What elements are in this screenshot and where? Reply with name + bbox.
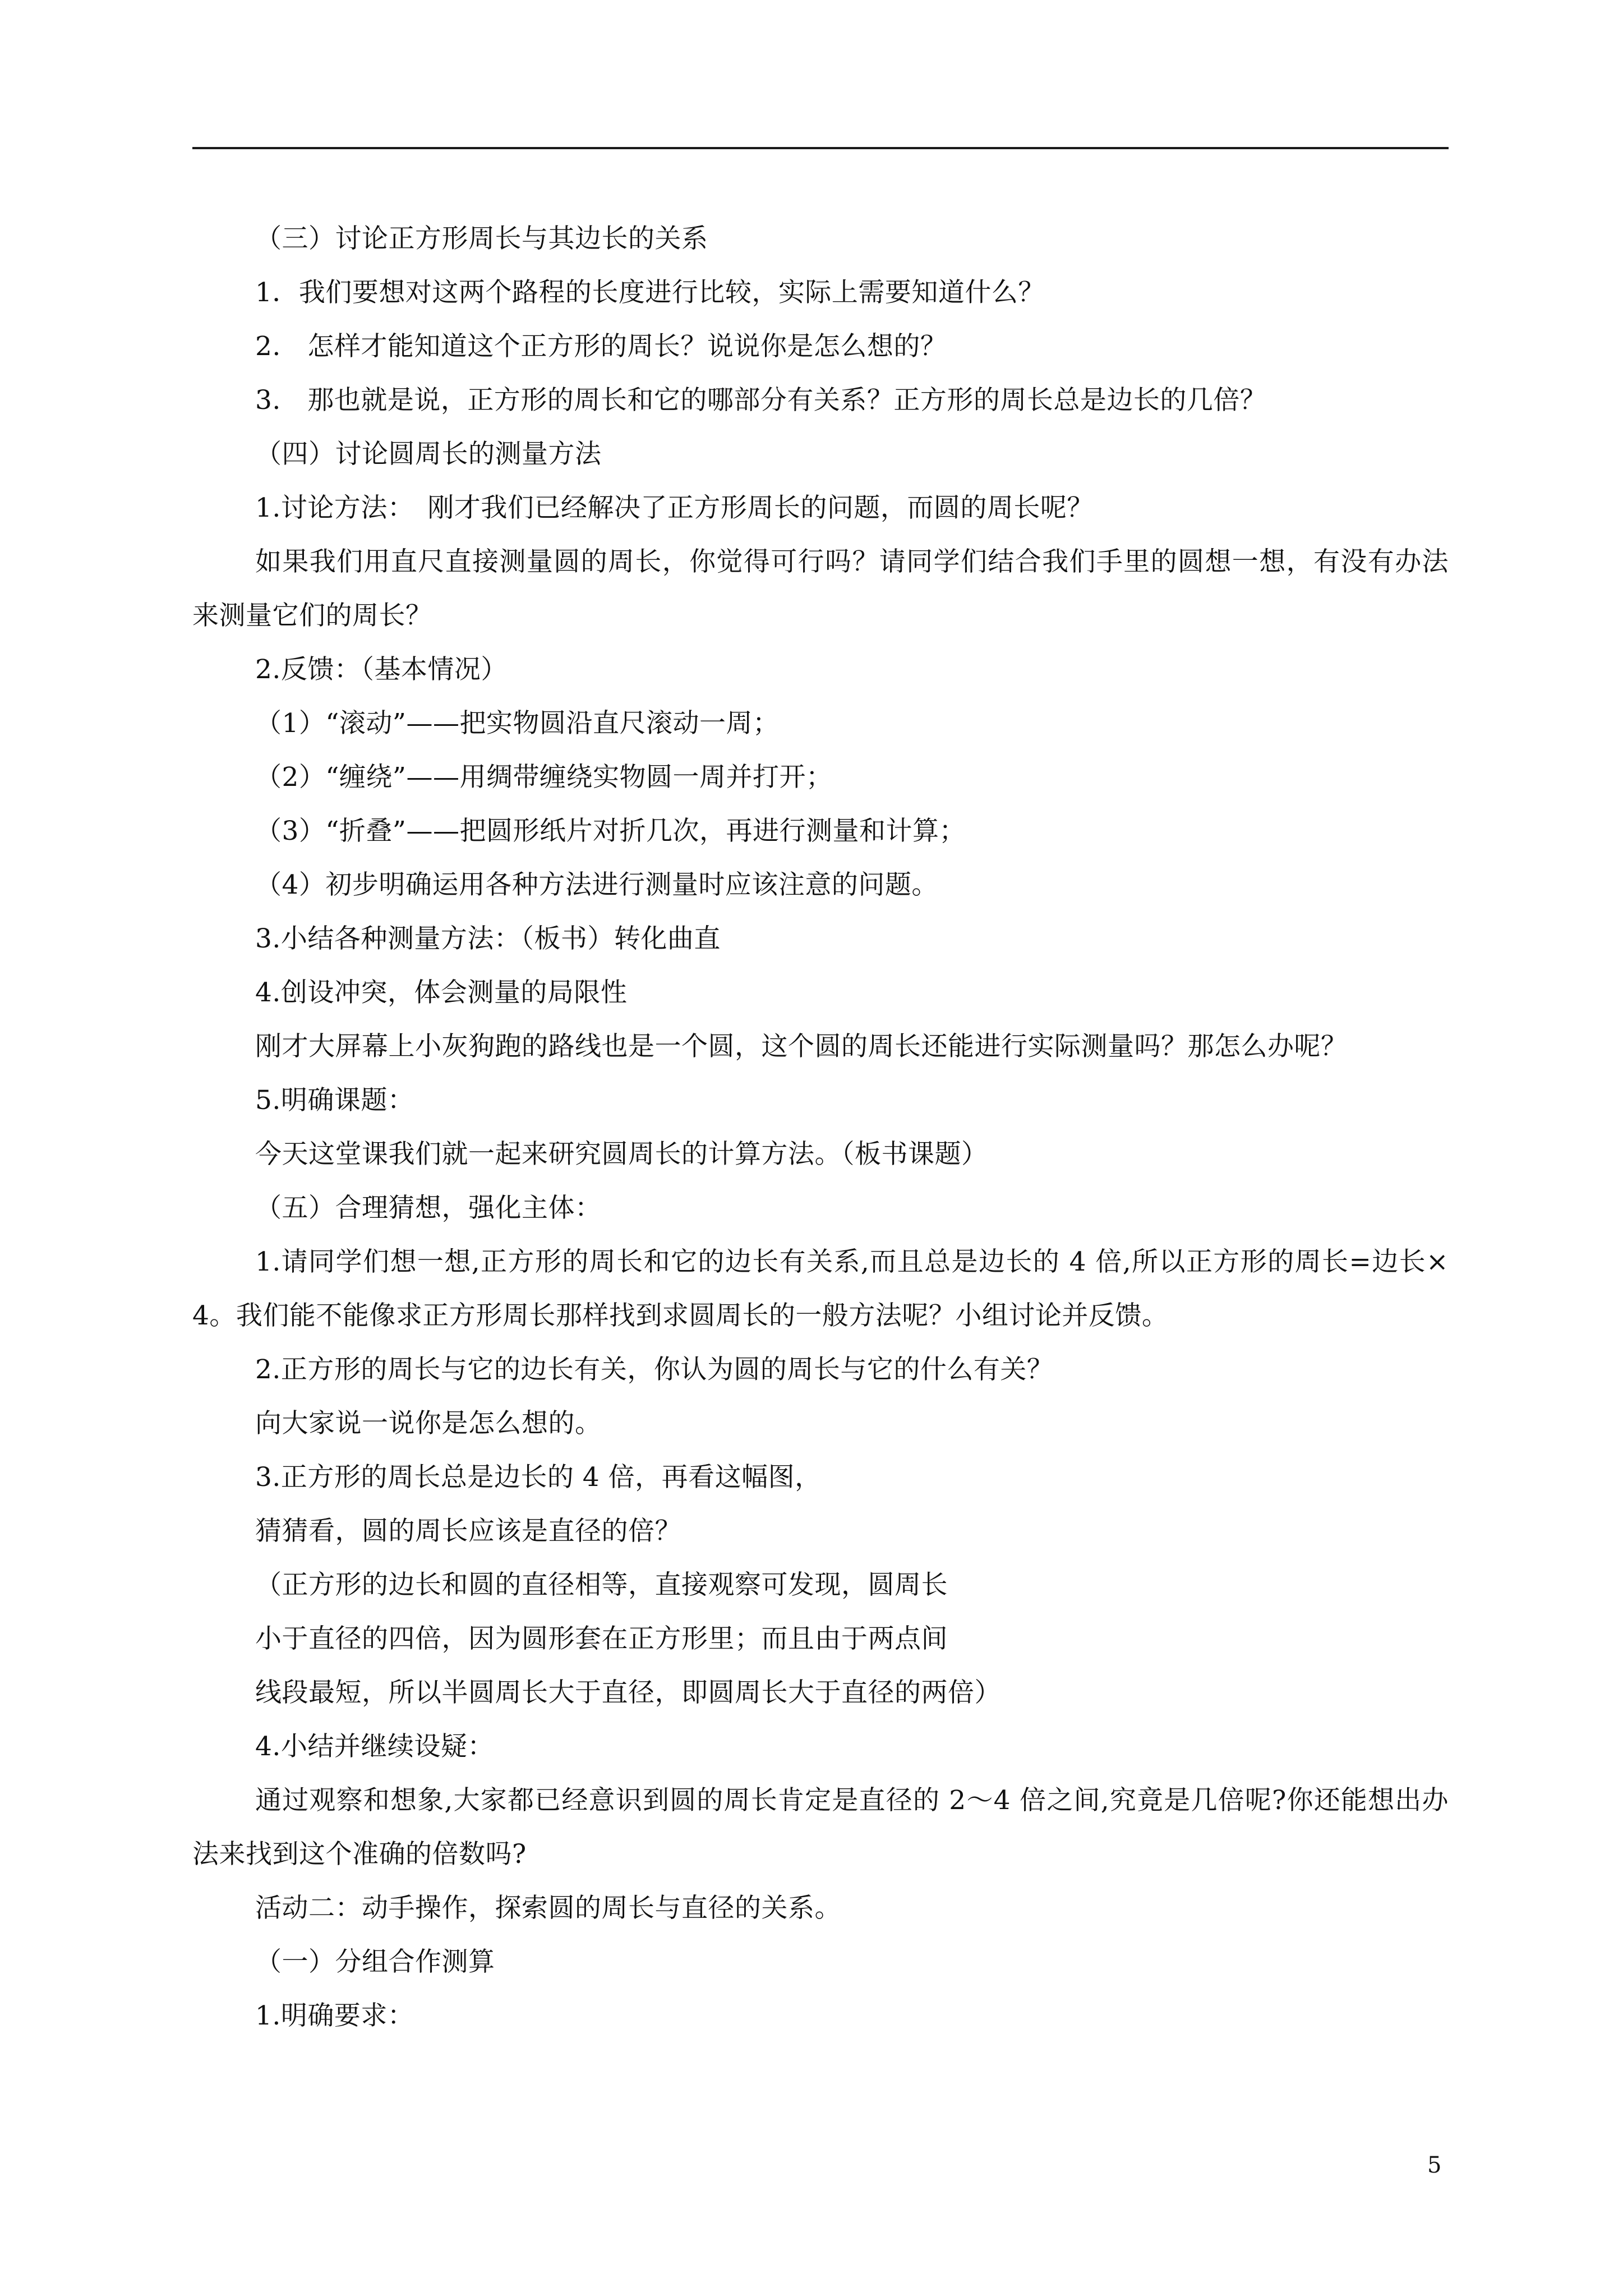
paragraph: 3.正方形的周长总是边长的 4 倍，再看这幅图， bbox=[255, 1462, 822, 1493]
paragraph: 小于直径的四倍，因为圆形套在正方形里；而且由于两点间 bbox=[255, 1623, 948, 1654]
paragraph: 3.小结各种测量方法：（板书）转化曲直 bbox=[255, 923, 721, 954]
document-body bbox=[192, 212, 1449, 2043]
header-rule bbox=[192, 147, 1449, 149]
paragraph: 1.请同学们想一想,正方形的周长和它的边长有关系,而且总是边长的 4 倍,所以正方形的周长=边长×4。我们能不能像求正方形周长那样找到求圆周长的一般方法呢？小组讨论并反馈。 bbox=[192, 1246, 1449, 1331]
list-item: （1）“滚动”——把实物圆沿直尺滚动一周； bbox=[255, 708, 780, 739]
list-item: （2）“缠绕”——用绸带缠绕实物圆一周并打开； bbox=[255, 762, 833, 793]
paragraph: 今天这堂课我们就一起来研究圆周长的计算方法。（板书课题） bbox=[255, 1139, 988, 1170]
paragraph: 线段最短，所以半圆周长大于直径，即圆周长大于直径的两倍） bbox=[255, 1677, 1001, 1708]
paragraph: 3. 那也就是说，正方形的周长和它的哪部分有关系？正方形的周长总是边长的几倍？ bbox=[255, 385, 1267, 416]
paragraph: 2.反馈：（基本情况） bbox=[255, 654, 508, 685]
paragraph: 5.明确课题： bbox=[255, 1085, 414, 1116]
paragraph: 4.创设冲突，体会测量的局限性 bbox=[255, 977, 628, 1008]
paragraph: 1．我们要想对这两个路程的长度进行比较，实际上需要知道什么？ bbox=[255, 277, 1045, 308]
paragraph: 如果我们用直尺直接测量圆的周长，你觉得可行吗？请同学们结合我们手里的圆想一想，有没有办法来测量它们的周长？ bbox=[192, 546, 1449, 631]
paragraph: 刚才大屏幕上小灰狗跑的路线也是一个圆，这个圆的周长还能进行实际测量吗？那怎么办呢？ bbox=[255, 1031, 1348, 1062]
list-item: （4）初步明确运用各种方法进行测量时应该注意的问题。 bbox=[255, 869, 938, 900]
paragraph: 向大家说一说你是怎么想的。 bbox=[255, 1408, 602, 1439]
paragraph: （正方形的边长和圆的直径相等，直接观察可发现，圆周长 bbox=[255, 1570, 948, 1600]
section-heading-4: （四）讨论圆周长的测量方法 bbox=[255, 439, 602, 470]
section-heading-1: （一）分组合作测算 bbox=[255, 1947, 495, 1977]
paragraph: 1.讨论方法： 刚才我们已经解决了正方形周长的问题，而圆的周长呢？ bbox=[255, 493, 1094, 523]
section-heading-5: （五）合理猜想，强化主体： bbox=[255, 1193, 602, 1223]
paragraph: 猜猜看，圆的周长应该是直径的倍？ bbox=[255, 1516, 681, 1547]
section-heading-3: （三）讨论正方形周长与其边长的关系 bbox=[255, 223, 708, 254]
list-item: （3）“折叠”——把圆形纸片对折几次，再进行测量和计算； bbox=[255, 816, 966, 846]
page-number: 5 bbox=[1427, 2152, 1442, 2178]
paragraph: 活动二：动手操作，探索圆的周长与直径的关系。 bbox=[255, 1893, 841, 1924]
paragraph: 2.正方形的周长与它的边长有关，你认为圆的周长与它的什么有关？ bbox=[255, 1354, 1054, 1385]
paragraph: 1.明确要求： bbox=[255, 2000, 414, 2031]
paragraph: 4.小结并继续设疑： bbox=[255, 1731, 494, 1762]
paragraph: 2. 怎样才能知道这个正方形的周长？说说你是怎么想的？ bbox=[255, 331, 947, 362]
paragraph: 通过观察和想象,大家都已经意识到圆的周长肯定是直径的 2～4 倍之间,究竟是几倍呢?你还能想出办法来找到这个准确的倍数吗? bbox=[192, 1785, 1449, 1870]
